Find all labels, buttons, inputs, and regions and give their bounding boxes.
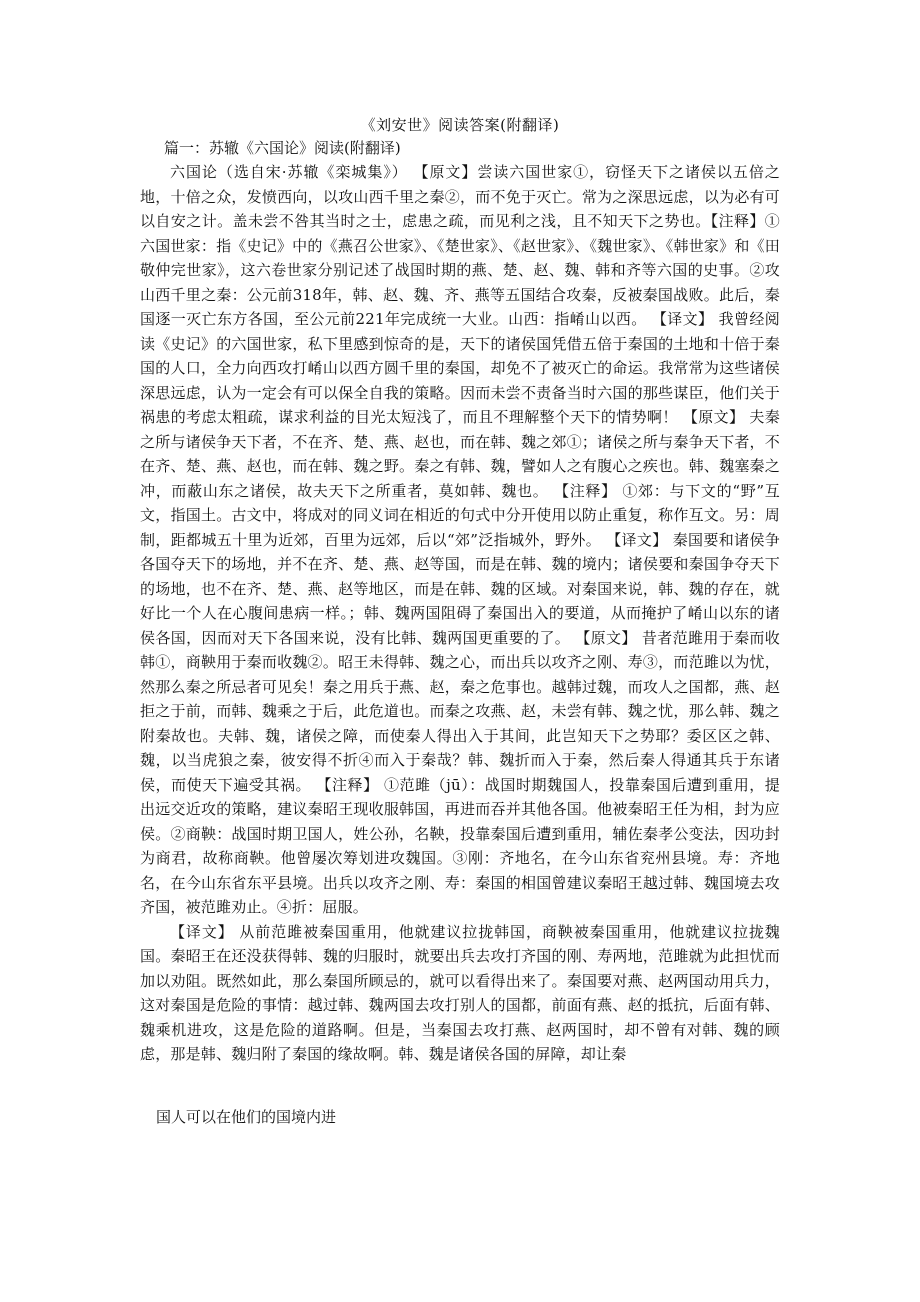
document-body bbox=[140, 160, 780, 1067]
body-last-line: 国人可以在他们的国境内进 bbox=[156, 1108, 337, 1126]
body-paragraph-1: 六国论（选自宋·苏辙《栾城集》） 【原文】尝读六国世家①，窃怪天下之诸侯以五倍之地，十倍之众，发愤西向，以攻山西千里之秦②，而不免于灭亡。常为之深思远虑，以为必有可以自安之计。盖未尝不咎其当时之士，虑患之疏，而见利之浅，且不知天下之势也。【注释】①六国世家：指《史记》中的《燕召公世家》、《楚世家》、《赵世家》、《魏世家》、《韩世家》和《田敬仲完世家》，这六卷世家分别记述了战国时期的燕、楚、赵、魏、韩和齐等六国的史事。②攻山西千里之秦：公元前318年，韩、赵、魏、齐、燕等五国结合攻秦，反被秦国战败。此后，秦国逐一灭亡东方各国，至公元前221年完成统一大业。山西：指崤山以西。 【译文】 我曾经阅读《史记》的六国世家，私下里感到惊奇的是，天下的诸侯国凭借五倍于秦国的土地和十倍于秦国的人口，全力向西攻打崤山以西方圆千里的秦国，却免不了被灭亡的命运。我常常为这些诸侯深思远虑，认为一定会有可以保全自我的策略。因而未尝不责备当时六国的那些谋臣，他们关于祸患的考虑太粗疏，谋求利益的目光太短浅了，而且不理解整个天下的情势啊！ 【原文】 夫秦之所与诸侯争天下者，不在齐、楚、燕、赵也，而在韩、魏之郊①；诸侯之所与秦争天下者，不在齐、楚、燕、赵也，而在韩、魏之野。秦之有韩、魏，譬如人之有腹心之疾也。韩、魏塞秦之冲，而蔽山东之诸侯，故夫天下之所重者，莫如韩、魏也。 【注释】 ①郊：与下文的“野”互文，指国土。古文中，将成对的同义词在相近的句式中分开使用以防止重复，称作互文。另：周制，距都城五十里为近郊，百里为远郊，后以“郊”泛指城外，野外。 【译文】 秦国要和诸侯争各国夺天下的场地，并不在齐、楚、燕、赵等国，而是在韩、魏的境内；诸侯要和秦国争夺天下的场地，也不在齐、楚、燕、赵等地区，而是在韩、魏的区域。对秦国来说，韩、魏的存在，就好比一个人在心腹间患病一样。；韩、魏两国阻碍了秦国出入的要道，从而掩护了崤山以东的诸侯各国，因而对天下各国来说，没有比韩、魏两国更重要的了。 【原文】 昔者范雎用于秦而收韩①，商鞅用于秦而收魏②。昭王未得韩、魏之心，而出兵以攻齐之刚、寿③，而范雎以为忧，然那么秦之所忌者可见矣！秦之用兵于燕、赵，秦之危事也。越韩过魏，而攻人之国都，燕、赵拒之于前，而韩、魏乘之于后，此危道也。而秦之攻燕、赵，未尝有韩、魏之忧，那么韩、魏之附秦故也。夫韩、魏，诸侯之障，而使秦人得出入于其间，此岂知天下之势耶？委区区之韩、魏，以当虎狼之秦，彼安得不折④而入于秦哉？韩、魏折而入于秦，然后秦人得通其兵于东诸侯，而使天下遍受其祸。 【注释】 ①范雎（jū）：战国时期魏国人，投靠秦国后遭到重用，提出远交近攻的策略，建议秦昭王现收服韩国，再进而吞并其他各国。他被秦昭王任为相，封为应侯。②商鞅：战国时期卫国人，姓公孙，名鞅，投靠秦国后遭到重用，辅佐秦孝公变法，因功封为商君，故称商鞅。他曾屡次筹划进攻魏国。③刚：齐地名，在今山东省兖州县境。寿：齐地名，在今山东省东平县境。出兵以攻齐之刚、寿：秦国的相国曾建议秦昭王越过韩、魏国境去攻齐国，被范雎劝止。④折：屈服。 bbox=[140, 163, 780, 916]
document-subtitle: 篇一：苏辙《六国论》阅读(附翻译) bbox=[164, 139, 401, 157]
body-paragraph-2: 【译文】 从前范雎被秦国重用，他就建议拉拢韩国，商鞅被秦国重用，他就建议拉拢魏国。秦昭王在还没获得韩、魏的归服时，就要出兵去攻打齐国的刚、寿两地，范雎就为此担忧而加以劝阻。既然如此，那么秦国所顾忌的，就可以看得出来了。秦国要对燕、赵两国动用兵力，这对秦国是危险的事情：越过韩、魏两国去攻打别人的国都，前面有燕、赵的抵抗，后面有韩、魏乘机进攻，这是危险的道路啊。但是，当秦国去攻打燕、赵两国时，却不曾有对韩、魏的顾虑，那是韩、魏归附了秦国的缘故啊。韩、魏是诸侯各国的屏障，却让秦 bbox=[140, 922, 780, 1063]
document-title: 《刘安世》阅读答案(附翻译) bbox=[360, 116, 560, 134]
